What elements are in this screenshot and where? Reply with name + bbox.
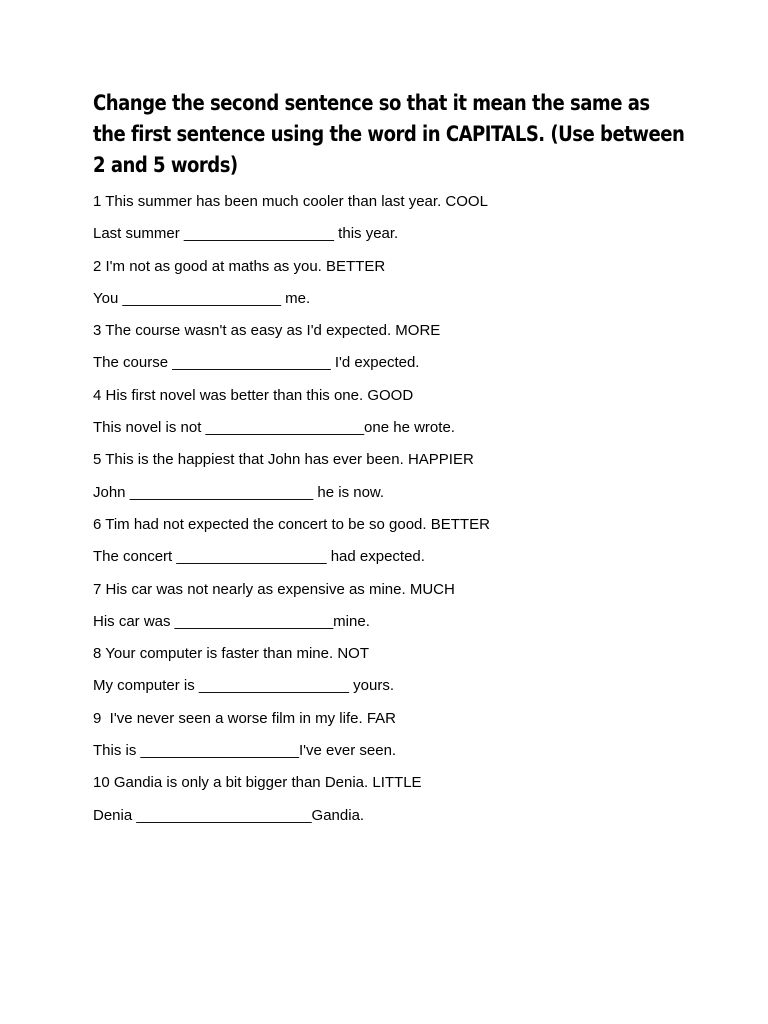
answer-text: This is ___________________I've ever seen. [93,742,397,760]
answer-line-2 [93,289,683,321]
keyword: MUCH [409,580,455,598]
exercise-prompt-10 [93,773,683,805]
worksheet-page [93,88,685,824]
prompt-text: 6 Tim had not expected the concert to be so good. [93,515,427,533]
prompt-text: 4 His first novel was better than this one. [93,386,364,404]
prompt-text: 2 I'm not as good at maths as you. [93,257,322,275]
answer-text: His car was ___________________mine. [93,612,370,630]
answer-text: This novel is not ___________________one he wrote. [93,419,455,437]
answer-line-8 [93,676,683,708]
prompt-text: 3 The course wasn't as easy as I'd expected. [93,322,392,340]
answer-line-5 [93,483,683,515]
prompt-text: 1 This summer has been much cooler than last year. [93,193,442,210]
exercise-prompt-8 [93,644,683,676]
keyword: LITTLE [372,774,422,792]
keyword: COOL [445,193,488,210]
exercise-list [93,192,683,838]
instructions-heading: Change the second sentence so that it mean the same as the first sentence using the word in CAPITALS. (Use between 2 and 5 words) [93,91,685,177]
prompt-text: 7 His car was not nearly as expensive as mine. [93,580,406,598]
answer-line-1 [93,224,683,256]
exercise-prompt-2 [93,257,683,289]
keyword: BETTER [326,257,386,275]
exercise-prompt-7 [93,580,683,612]
exercise-prompt-9 [93,709,683,741]
answer-line-10 [93,806,683,838]
prompt-text: 9 I've never seen a worse film in my life. [93,709,363,727]
answer-text: You ___________________ me. [93,289,311,307]
exercise-prompt-4 [93,386,683,418]
exercise-prompt-6 [93,515,683,547]
answer-text: Last summer __________________ this year. [93,225,399,243]
keyword: NOT [337,645,369,663]
prompt-text: 10 Gandia is only a bit bigger than Denia. [93,774,369,792]
prompt-text: 5 This is the happiest that John has ever been. [93,451,404,469]
keyword: BETTER [430,515,490,533]
answer-line-9 [93,741,683,773]
answer-text: The concert __________________ had expected. [93,548,425,566]
answer-text: The course ___________________ I'd expected. [93,354,420,372]
answer-line-6 [93,547,683,579]
answer-text: Denia _____________________Gandia. [93,806,365,824]
answer-line-4 [93,418,683,450]
answer-line-7 [93,612,683,644]
keyword: FAR [366,709,396,727]
prompt-text: 8 Your computer is faster than mine. [93,645,334,663]
exercise-prompt-3 [93,321,683,353]
keyword: MORE [395,322,441,340]
answer-text: My computer is __________________ yours. [93,677,395,695]
exercise-prompt-1 [93,192,683,224]
exercise-prompt-5 [93,450,683,482]
answer-text: John ______________________ he is now. [93,483,385,501]
answer-line-3 [93,353,683,385]
keyword: HAPPIER [407,451,474,469]
keyword: GOOD [367,386,414,404]
